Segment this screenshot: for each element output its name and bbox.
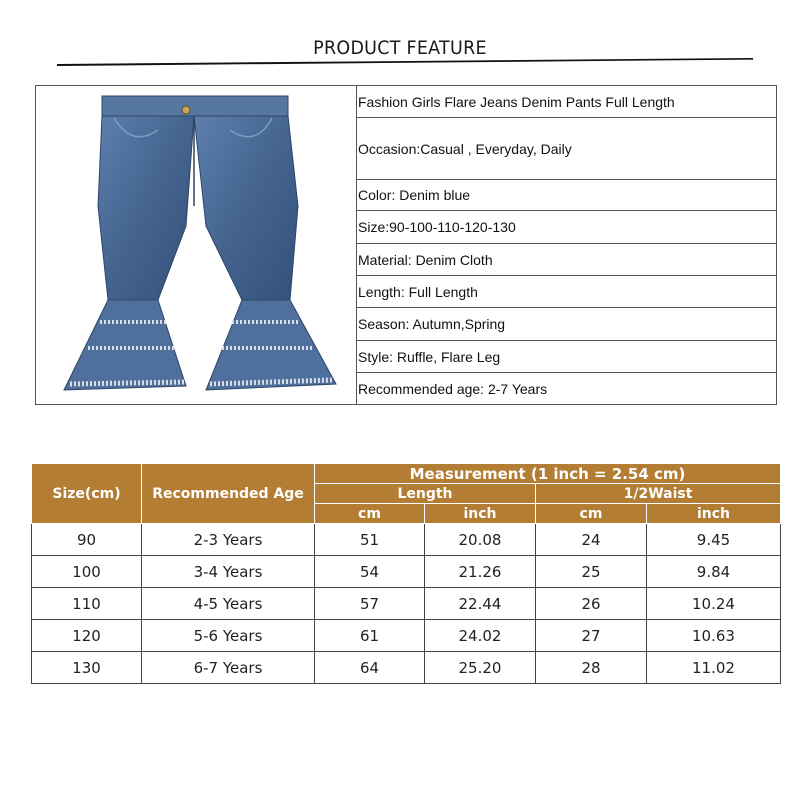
waist-cm-cell: 26: [536, 588, 647, 620]
length-inch-cell: 21.26: [425, 556, 536, 588]
age-cell: 4-5 Years: [142, 588, 315, 620]
size-cell: 130: [32, 652, 142, 684]
age-header: Recommended Age: [142, 464, 315, 524]
feature-size: Size:90-100-110-120-130: [356, 211, 776, 244]
feature-season: Season: Autumn,Spring: [356, 308, 776, 341]
waist-cm-cell: 25: [536, 556, 647, 588]
size-cell: 100: [32, 556, 142, 588]
length-inch-cell: 24.02: [425, 620, 536, 652]
waist-header: 1/2Waist: [536, 484, 781, 504]
waist-inch-cell: 10.24: [647, 588, 781, 620]
waist-cm-cell: 24: [536, 524, 647, 556]
size-cell: 90: [32, 524, 142, 556]
product-image-cell: [36, 86, 357, 404]
table-row: [32, 556, 781, 588]
waist-cm-cell: 27: [536, 620, 647, 652]
length-cm-cell: 54: [315, 556, 425, 588]
length-inch-cell: 25.20: [425, 652, 536, 684]
waist-inch-cell: 9.84: [647, 556, 781, 588]
waist-inch-cell: 11.02: [647, 652, 781, 684]
size-cell: 120: [32, 620, 142, 652]
waist-inch-cell: 10.63: [647, 620, 781, 652]
feature-length: Length: Full Length: [356, 276, 776, 308]
page-title: PRODUCT FEATURE: [313, 37, 487, 59]
product-feature-table: [35, 85, 777, 405]
length-cm-cell: 57: [315, 588, 425, 620]
length-inch-cell: 22.44: [425, 588, 536, 620]
size-cell: 110: [32, 588, 142, 620]
feature-material: Material: Denim Cloth: [356, 244, 776, 276]
length-cm-header: cm: [315, 504, 425, 524]
feature-occasion: Occasion:Casual , Everyday, Daily: [356, 118, 776, 180]
table-row: [32, 588, 781, 620]
age-cell: 3-4 Years: [142, 556, 315, 588]
length-cm-cell: 61: [315, 620, 425, 652]
length-inch-cell: 20.08: [425, 524, 536, 556]
header-divider: [57, 58, 753, 66]
feature-title: Fashion Girls Flare Jeans Denim Pants Full Length: [356, 86, 776, 118]
table-row: [32, 620, 781, 652]
waist-inch-cell: 9.45: [647, 524, 781, 556]
length-inch-header: inch: [425, 504, 536, 524]
feature-age: Recommended age: 2-7 Years: [358, 380, 548, 397]
length-header: Length: [315, 484, 536, 504]
length-cm-cell: 51: [315, 524, 425, 556]
waist-cm-cell: 28: [536, 652, 647, 684]
feature-color: Color: Denim blue: [356, 180, 776, 211]
waist-inch-header: inch: [647, 504, 781, 524]
jeans-image: [36, 86, 356, 404]
age-cell: 5-6 Years: [142, 620, 315, 652]
table-row: [32, 652, 781, 684]
size-header: Size(cm): [32, 464, 142, 524]
feature-style: Style: Ruffle, Flare Leg: [356, 341, 776, 373]
measurement-header: Measurement (1 inch = 2.54 cm): [315, 464, 781, 484]
waist-cm-header: cm: [536, 504, 647, 524]
length-cm-cell: 64: [315, 652, 425, 684]
age-cell: 2-3 Years: [142, 524, 315, 556]
age-cell: 6-7 Years: [142, 652, 315, 684]
size-chart-table: [31, 463, 781, 684]
table-row: [32, 524, 781, 556]
